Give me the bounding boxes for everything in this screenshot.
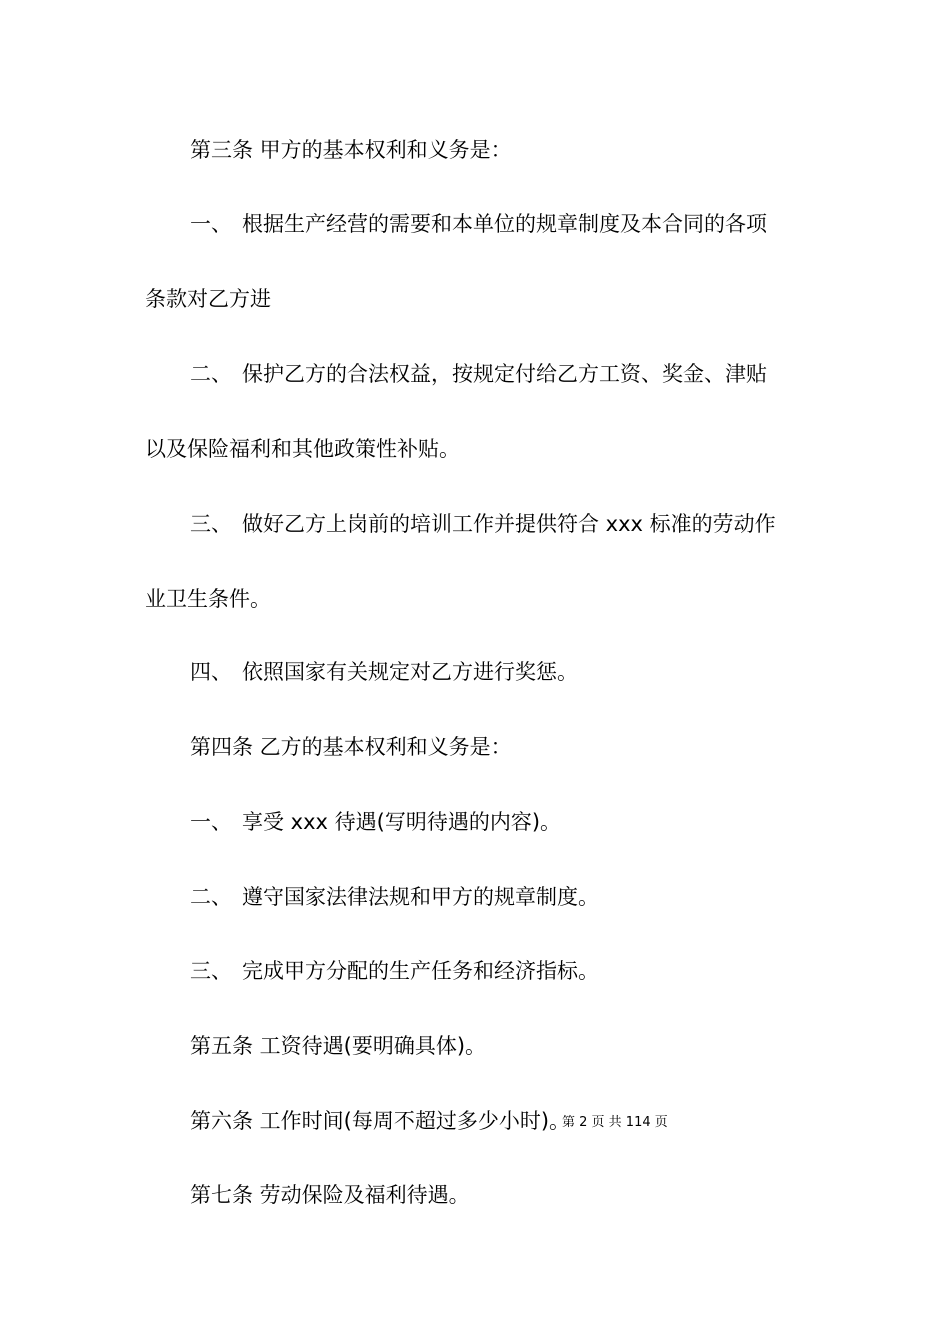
article-5-heading: 第五条 工资待遇(要明确具体)。 — [190, 1034, 487, 1058]
article-3-item-2-cont: 以及保险福利和其他政策性补贴。 — [145, 437, 460, 461]
article-3-item-1: 一、 根据生产经营的需要和本单位的规章制度及本合同的各项 — [190, 212, 767, 236]
article-3-item-4: 四、 依照国家有关规定对乙方进行奖惩。 — [190, 660, 578, 684]
article-4-item-1: 一、 享受 xxx 待遇(写明待遇的内容)。 — [190, 810, 562, 834]
article-7-heading: 第七条 劳动保险及福利待遇。 — [190, 1183, 470, 1207]
article-3-item-3: 三、 做好乙方上岗前的培训工作并提供符合 xxx 标准的劳动作 — [190, 512, 776, 536]
article-6-heading: 第六条 工作时间(每周不超过多少小时)。 — [190, 1109, 571, 1133]
page-number-footer: 第 2 页 共 114 页 — [562, 1115, 668, 1130]
article-4-heading: 第四条 乙方的基本权利和义务是： — [190, 735, 512, 759]
article-3-heading: 第三条 甲方的基本权利和义务是： — [190, 138, 512, 162]
article-3-item-2: 二、 保护乙方的合法权益，按规定付给乙方工资、奖金、津贴 — [190, 362, 767, 386]
article-3-item-1-cont: 条款对乙方进 — [145, 287, 271, 311]
article-4-item-3: 三、 完成甲方分配的生产任务和经济指标。 — [190, 959, 599, 983]
article-4-item-2: 二、 遵守国家法律法规和甲方的规章制度。 — [190, 885, 599, 909]
article-3-item-3-cont: 业卫生条件。 — [145, 587, 271, 611]
